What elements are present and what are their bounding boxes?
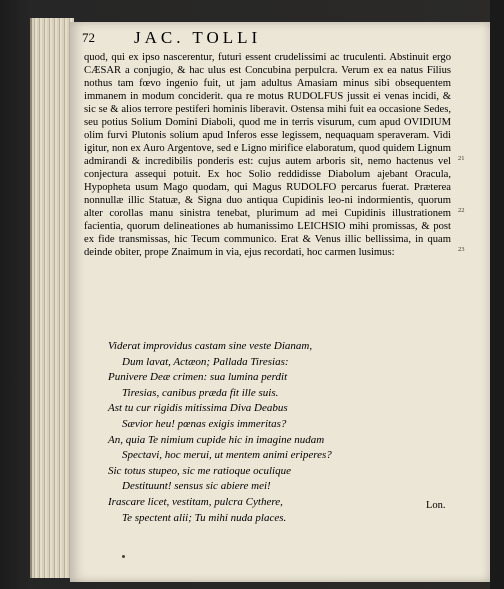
verse-line: Destituunt! sensus sic abiere mei! (122, 480, 271, 493)
margin-note: 21 (458, 155, 465, 162)
verse-line: Irascare licet, vestitam, pulcra Cythere, (108, 495, 283, 508)
page-speck (122, 555, 125, 558)
page-edges (30, 18, 74, 578)
verse-line: Spectavi, hoc merui, ut mentem animi eriperes? (122, 449, 332, 462)
verse-line: Viderat improvidus castam sine veste Dianam, (108, 340, 313, 352)
verse-line: Tiresias, canibus præda fit ille suis. (122, 386, 279, 399)
margin-note: 23 (458, 246, 465, 253)
verse-line: Punivere Deæ crimen: sua lumina perdit (108, 371, 288, 384)
verse-line: Sævior heu! pœnas exigis immeritas? (122, 417, 287, 430)
verse-line: Dum lavat, Actæon; Pallada Tiresias: (122, 355, 289, 368)
margin-note: 22 (458, 207, 465, 214)
catchword: Lon. (426, 500, 446, 511)
verse-block (108, 339, 428, 526)
running-head: JAC. TOLLI (134, 28, 262, 47)
verse-line: Ast tu cur rigidis mitissima Diva Deabus (108, 402, 288, 415)
verse-line: An, quia Te nimium cupide hic in imagine nudam (108, 433, 325, 446)
body-text (84, 51, 451, 259)
verse-line: Te spectent alii; Tu mihi nuda places. (122, 511, 287, 524)
verse-line: Sic totus stupeo, sic me ratioque oculique (108, 464, 291, 477)
page-number: 72 (82, 30, 95, 45)
body-paragraph: quod, qui ex ipso nascerentur, futuri essent crudelissimi ac truculenti. Abstinuit ergo CÆSAR a conjugio, & hac ulus est Concubina perpulcra. Verum ex ea natus Filius nothus tam fœvo ingenio fuit, ut jam adultus Amasiam minus sibi obsequentem immanem in modum conciderit. qua re motus RUDOLFUS jussit ei venas incidi, & sic se & alios terrore pestiferi hominis liberavit. Ostensa mihi fuit ea occasione Sedes, seu potius Solium Domini Diaboli, quod me in terris visurum, cum apud OVIDIUM olim furvi Plutonis solium apud Inferos esse legissem, nequaquam speraveram. Vidi igitur, non ex Auro Argentove, sed e Ligno mirifice elaboratum, quod quidem Lignum admirandi & incredibilis ponderis est: cujus autem arboris sit, nemo hactenus vel conjectura assequi potuit. Ex hoc Solio reddidisse Diabolum ajebant Oracula, Hypopheta usum Mago quodam, qui Magus RUDOLFO percarus fuerat. Præterea nonnullæ illic Statuæ, & Signa duo antiqua Cupidinis leo-ni indormientis, quorum alter corollas manu sinistra tenebat, plurimum ad mei Cupidinis illustrationem facientia, quorum delineationes ab humanissimo LEICHSIO mihi promissas, & post ex fide transmissas, hic Tecum communico. Erat & Venus illic bellissima, in quam deinde obiter, prope Znaimum in via, ejus recordati, hoc carmen lusimus: (84, 52, 451, 258)
scan-border-right (490, 0, 504, 589)
